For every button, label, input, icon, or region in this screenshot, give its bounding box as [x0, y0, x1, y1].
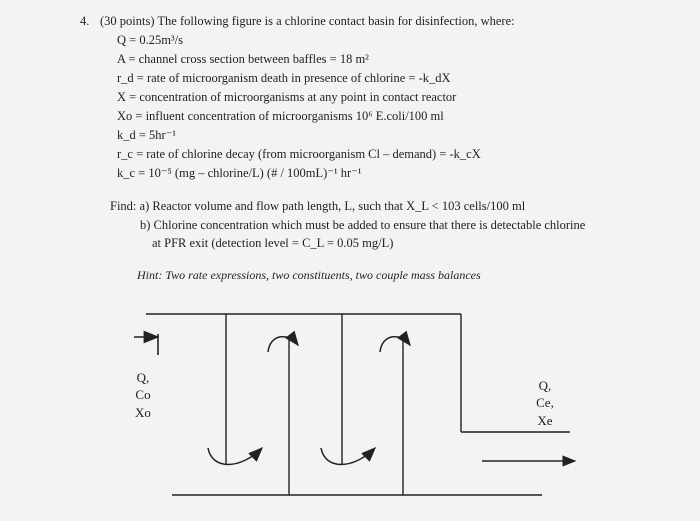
outlet-label-chlorine: Ce,	[536, 395, 554, 410]
inlet-arrow	[134, 334, 158, 355]
outlet-label-microorganisms: Xe	[537, 413, 553, 428]
find-part-b-line1: b) Chlorine concentration which must be added to ensure that there is detectable chlorine	[140, 218, 586, 232]
definition-chlorine-decay: r_c = rate of chlorine decay (from microorganism Cl – demand) = -k_cX	[117, 147, 481, 161]
question-number: 4.	[80, 14, 90, 28]
definition-death-rate: r_d = rate of microorganism death in presence of chlorine = -k_dX	[117, 71, 451, 85]
definition-flow: Q = 0.25m³/s	[117, 33, 184, 47]
inlet-label-chlorine: Co	[135, 387, 151, 402]
find-part-b-line2: at PFR exit (detection level = C_L = 0.05 mg/L)	[152, 236, 394, 250]
inlet-label-flow: Q,	[136, 370, 150, 385]
flow-arrow-bottom-1	[208, 448, 262, 465]
flow-arrow-bottom-2	[321, 448, 375, 465]
flow-arrow-top-2	[380, 337, 410, 352]
definition-area: A = channel cross section between baffles = 18 m²	[117, 52, 369, 66]
inlet-label-microorganisms: Xo	[135, 405, 151, 420]
definition-concentration: X = concentration of microorganisms at any point in contact reactor	[117, 90, 457, 104]
find-part-a: Find: a) Reactor volume and flow path length, L, such that X_L < 103 cells/100 ml	[110, 199, 526, 213]
definition-influent: Xo = influent concentration of microorganisms 10⁶ E.coli/100 ml	[117, 109, 444, 123]
question-intro: (30 points) The following figure is a chlorine contact basin for disinfection, where:	[100, 14, 515, 28]
definition-kc: k_c = 10⁻⁵ (mg – chlorine/L) (# / 100mL)⁻¹ hr⁻¹	[117, 166, 362, 180]
definition-kd: k_d = 5hr⁻¹	[117, 128, 177, 142]
outlet-label-flow: Q,	[538, 378, 552, 393]
flow-arrow-top-1	[268, 337, 298, 352]
hint-text: Hint: Two rate expressions, two constituents, two couple mass balances	[137, 268, 481, 282]
